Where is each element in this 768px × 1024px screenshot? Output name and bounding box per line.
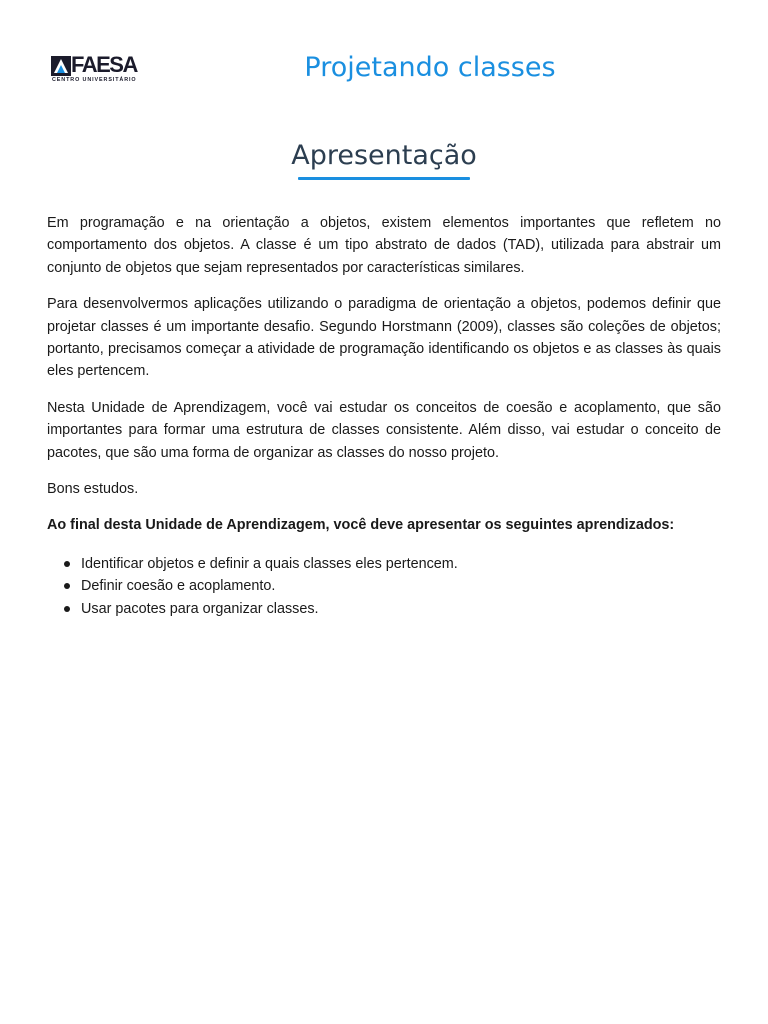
list-item-text: Identificar objetos e definir a quais classes eles pertencem. [81,555,458,572]
bullet-icon [64,606,70,612]
objectives-intro: Ao final desta Unidade de Aprendizagem, você deve apresentar os seguintes aprendizados: [47,517,675,534]
paragraph: Para desenvolvermos aplicações utilizando o paradigma de orientação a objetos, podemos definir que projetar classes é um importante desafio. Segundo Horstmann (2009), classes são coleções de objetos; portanto, precisamos começar a atividade de programação identificando os objetos e as classes às quais eles pertencem. [47,296,721,380]
page-header [0,0,768,110]
course-title: Projetando classes [304,52,556,83]
logo-subtitle: CENTRO UNIVERSITÁRIO [52,77,137,83]
heading-underline [298,177,470,180]
logo-wordmark: FAESA [71,52,137,77]
main-content [47,212,721,620]
faesa-logo-mark-icon [51,55,71,77]
paragraph: Nesta Unidade de Aprendizagem, você vai estudar os conceitos de coesão e acoplamento, que são importantes para formar uma estrutura de classes consistente. Além disso, vai estudar o conceito de pacotes, que são uma forma de organizar as classes do nosso projeto. [47,399,721,461]
bullet-icon [64,561,70,567]
list-item-text: Definir coesão e acoplamento. [81,578,276,595]
section-title: Apresentação [291,140,477,171]
list-item [81,575,721,597]
bullet-icon [64,583,70,589]
objectives-list [47,553,721,620]
list-item [81,598,721,620]
faesa-logo [51,52,143,85]
list-item [81,553,721,575]
paragraph: Em programação e na orientação a objetos, existem elementos importantes que refletem no comportamento dos objetos. A classe é um tipo abstrato de dados (TAD), utilizada para abstrair um conjunto de objetos que sejam representados por características similares. [47,215,721,276]
section-heading [0,136,768,176]
list-item-text: Usar pacotes para organizar classes. [81,600,319,617]
paragraph: Bons estudos. [47,481,139,498]
